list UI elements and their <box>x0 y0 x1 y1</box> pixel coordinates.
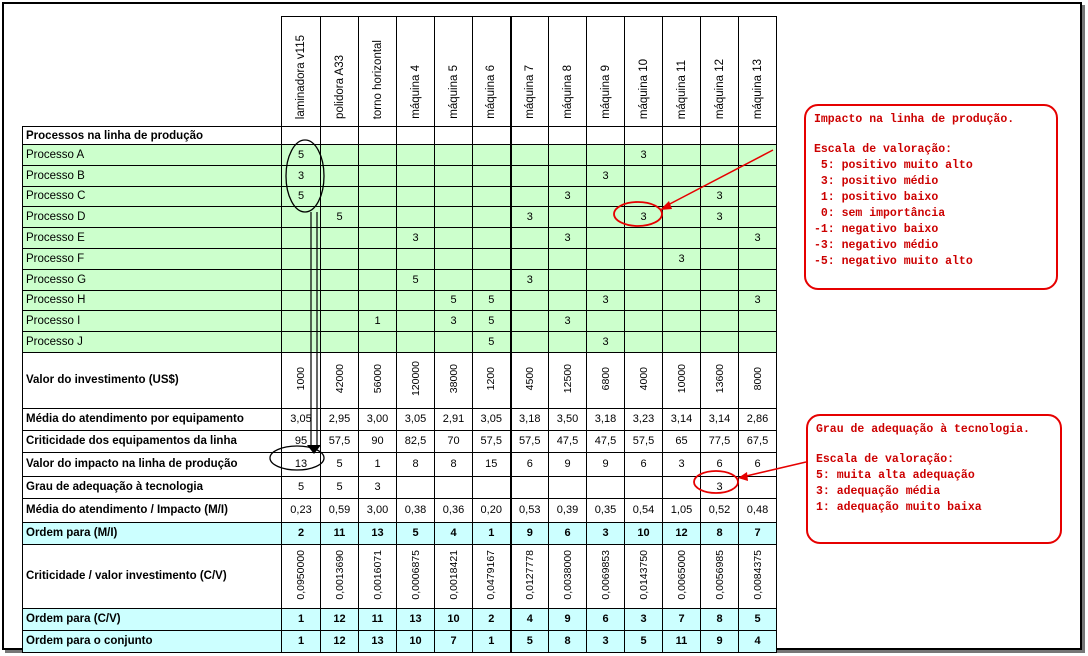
investment-row-value-text: 8000 <box>751 367 764 391</box>
impacto-row-value: 8 <box>397 452 435 476</box>
process-value: 3 <box>549 311 587 332</box>
ordem-mi-row-value: 10 <box>625 522 663 544</box>
investment-row-value-text: 56000 <box>371 364 384 394</box>
investment-row-value-text: 4500 <box>523 367 536 391</box>
process-label: Processo C <box>23 186 282 207</box>
process-label: Processo G <box>23 269 282 290</box>
ordem-cv-row-value: 8 <box>701 608 739 630</box>
ordem-cv-row-value: 12 <box>321 608 359 630</box>
ordem-conjunto-row-value: 7 <box>435 630 473 652</box>
process-label: Processo H <box>23 290 282 311</box>
criticidade-row-value: 57,5 <box>511 430 549 452</box>
impacto-row-value: 6 <box>625 452 663 476</box>
crit-invest-row-value-text: 0,0056985 <box>713 550 726 600</box>
ordem-conjunto-row-label: Ordem para o conjunto <box>23 630 282 652</box>
ordem-cv-row-value: 3 <box>625 608 663 630</box>
investment-row-value-text: 42000 <box>333 364 346 394</box>
criticidade-row-value: 67,5 <box>739 430 777 452</box>
impacto-row-value: 1 <box>359 452 397 476</box>
note-scale-item: 0: sem importância <box>814 207 946 220</box>
process-label: Processo D <box>23 207 282 228</box>
criticidade-row-value: 57,5 <box>321 430 359 452</box>
process-value: 3 <box>282 165 321 186</box>
tech-pointer-line <box>742 462 806 477</box>
ordem-mi-row-label: Ordem para (M/I) <box>23 522 282 544</box>
media-impacto-row-value: 0,35 <box>587 498 625 522</box>
machine-name-text: máquina 5 <box>447 65 460 119</box>
process-value: 3 <box>435 311 473 332</box>
machine-name-text: máquina 4 <box>409 65 422 119</box>
media-impacto-row-value: 0,39 <box>549 498 587 522</box>
note-scale-item: 3: adequação média <box>816 485 941 498</box>
adequacao-row-value: 5 <box>321 476 359 498</box>
ordem-conjunto-row-value: 9 <box>701 630 739 652</box>
ordem-conjunto-row-value: 3 <box>587 630 625 652</box>
process-label: Processo I <box>23 311 282 332</box>
impacto-row-value: 6 <box>511 452 549 476</box>
ordem-conjunto-row-value: 13 <box>359 630 397 652</box>
ordem-mi-row-value: 6 <box>549 522 587 544</box>
process-label: Processo A <box>23 145 282 166</box>
investment-row-value-text: 4000 <box>637 367 650 391</box>
process-label: Processo B <box>23 165 282 186</box>
media-impacto-row-value: 0,48 <box>739 498 777 522</box>
media-atendimento-row-value: 2,91 <box>435 408 473 430</box>
process-value: 5 <box>397 269 435 290</box>
ordem-cv-row-value: 6 <box>587 608 625 630</box>
process-value: 3 <box>701 207 739 228</box>
investment-row-value-text: 10000 <box>675 364 688 394</box>
machine-name-text: máquina 10 <box>637 58 650 119</box>
process-value: 3 <box>587 332 625 353</box>
machine-name-text: máquina 12 <box>713 58 726 119</box>
column-a-highlight <box>286 140 324 212</box>
process-value: 3 <box>511 269 549 290</box>
note-scale-item: 1: adequação muito baixa <box>816 501 982 514</box>
adequacao-row-value: 3 <box>359 476 397 498</box>
ordem-mi-row-value: 1 <box>473 522 511 544</box>
process-value: 3 <box>701 186 739 207</box>
impact-pointer-head <box>660 201 672 210</box>
investment-row-value-text: 6800 <box>599 367 612 391</box>
process-value: 3 <box>549 228 587 249</box>
impacto-row-value: 3 <box>663 452 701 476</box>
process-value: 3 <box>739 228 777 249</box>
media-impacto-row-value: 1,05 <box>663 498 701 522</box>
criticidade-row-value: 57,5 <box>473 430 511 452</box>
machine-name-text: máquina 8 <box>561 65 574 119</box>
machine-name-text: torno horizontal <box>371 39 384 119</box>
crit-invest-row-value-text: 0,0127778 <box>523 550 536 600</box>
ordem-conjunto-row-value: 5 <box>511 630 549 652</box>
media-atendimento-row-value: 2,95 <box>321 408 359 430</box>
media-impacto-row-value: 0,52 <box>701 498 739 522</box>
media-atendimento-row-value: 3,14 <box>701 408 739 430</box>
impacto-row-value: 6 <box>739 452 777 476</box>
crit-invest-row-value-text: 0,0016071 <box>371 550 384 600</box>
ordem-cv-row-value: 5 <box>739 608 777 630</box>
note-scale-item: -1: negativo baixo <box>814 223 939 236</box>
process-value: 3 <box>587 165 625 186</box>
crit-invest-row-value-text: 0,0065000 <box>675 550 688 600</box>
ordem-cv-row-value: 9 <box>549 608 587 630</box>
impacto-row-label: Valor do impacto na linha de produção <box>23 452 282 476</box>
process-value: 5 <box>473 311 511 332</box>
machine-name-text: laminadora v115 <box>295 34 307 119</box>
crit-invest-row-value-text: 0,0038000 <box>561 550 574 600</box>
adequacao-row-value: 5 <box>282 476 321 498</box>
ordem-conjunto-row-value: 11 <box>663 630 701 652</box>
criticidade-row-label: Criticidade dos equipamentos da linha <box>23 430 282 452</box>
note-scale-title: Escala de valoração: <box>814 143 953 156</box>
criticidade-row-value: 47,5 <box>587 430 625 452</box>
process-value: 3 <box>663 248 701 269</box>
ordem-conjunto-row-value: 1 <box>473 630 511 652</box>
media-impacto-row-label: Média do atendimento / Impacto (M/I) <box>23 498 282 522</box>
media-atendimento-row-value: 3,18 <box>587 408 625 430</box>
impacto-row-value: 15 <box>473 452 511 476</box>
process-value: 5 <box>282 145 321 166</box>
machine12-highlight <box>694 471 738 493</box>
media-impacto-row-value: 0,53 <box>511 498 549 522</box>
crit-invest-row-value-text: 0,0143750 <box>637 550 650 600</box>
impacto-row-value: 6 <box>701 452 739 476</box>
criticidade-row-value: 77,5 <box>701 430 739 452</box>
machine-name-text: máquina 13 <box>751 58 764 119</box>
ordem-mi-row-value: 4 <box>435 522 473 544</box>
ordem-cv-row-value: 13 <box>397 608 435 630</box>
process-value: 3 <box>511 207 549 228</box>
media-impacto-row-value: 0,20 <box>473 498 511 522</box>
criticidade-row-value: 82,5 <box>397 430 435 452</box>
ordem-mi-row-value: 9 <box>511 522 549 544</box>
media-atendimento-row-label: Média do atendimento por equipamento <box>23 408 282 430</box>
media-atendimento-row-value: 3,14 <box>663 408 701 430</box>
machine-name-text: polidora A33 <box>333 55 346 119</box>
process-value: 5 <box>321 207 359 228</box>
crit-invest-row-value-text: 0,0018421 <box>447 550 460 600</box>
media-atendimento-row-value: 3,00 <box>359 408 397 430</box>
media-atendimento-row-value: 3,18 <box>511 408 549 430</box>
media-impacto-row-value: 0,36 <box>435 498 473 522</box>
ordem-mi-row-value: 13 <box>359 522 397 544</box>
process-value: 3 <box>625 145 663 166</box>
process-value: 5 <box>473 332 511 353</box>
process-value: 1 <box>359 311 397 332</box>
impact-pointer-line <box>664 150 773 207</box>
ordem-conjunto-row-value: 12 <box>321 630 359 652</box>
process-value: 3 <box>587 290 625 311</box>
ordem-mi-row-value: 3 <box>587 522 625 544</box>
ordem-cv-row-value: 11 <box>359 608 397 630</box>
ordem-conjunto-row-value: 8 <box>549 630 587 652</box>
investment-row-value-text: 1200 <box>485 367 498 391</box>
process-label: Processo E <box>23 228 282 249</box>
process-value: 5 <box>435 290 473 311</box>
impacto-row-value: 13 <box>282 452 321 476</box>
note-scale-item: -5: negativo muito alto <box>814 255 973 268</box>
ordem-cv-row-value: 7 <box>663 608 701 630</box>
criticidade-row-value: 47,5 <box>549 430 587 452</box>
media-impacto-row-value: 0,23 <box>282 498 321 522</box>
crit-invest-row-value-text: 0,0069853 <box>599 550 612 600</box>
impacto-row-value: 8 <box>435 452 473 476</box>
ordem-mi-row-value: 11 <box>321 522 359 544</box>
process-value: 3 <box>739 290 777 311</box>
note-scale-title: Escala de valoração: <box>816 453 955 466</box>
process-value: 3 <box>625 207 663 228</box>
ordem-mi-row-value: 2 <box>282 522 321 544</box>
process-value: 5 <box>473 290 511 311</box>
crit-invest-row-value-text: 0,0006875 <box>409 550 422 600</box>
machine-name-text: máquina 9 <box>599 65 612 119</box>
note-scale-item: 5: positivo muito alto <box>814 159 973 172</box>
ordem-mi-row-value: 5 <box>397 522 435 544</box>
process-value: 3 <box>397 228 435 249</box>
note-title: Impacto na linha de produção. <box>814 113 1015 126</box>
ordem-cv-row-value: 1 <box>282 608 321 630</box>
investment-row-label: Valor do investimento (US$) <box>23 352 282 408</box>
media-impacto-row-value: 0,38 <box>397 498 435 522</box>
impact-arrow-head <box>307 445 321 454</box>
investment-row-value-text: 1000 <box>295 367 307 391</box>
note-scale-item: 5: muita alta adequação <box>816 469 975 482</box>
ordem-conjunto-row-value: 5 <box>625 630 663 652</box>
investment-row-value-text: 38000 <box>447 364 460 394</box>
crit-invest-row-value-text: 0,0950000 <box>295 550 307 600</box>
media-atendimento-row-value: 3,50 <box>549 408 587 430</box>
media-impacto-row-value: 0,59 <box>321 498 359 522</box>
impacto-row-value: 9 <box>587 452 625 476</box>
tech-pointer-head <box>738 472 748 481</box>
ordem-cv-row-value: 4 <box>511 608 549 630</box>
ordem-mi-row-value: 8 <box>701 522 739 544</box>
criticidade-row-value: 70 <box>435 430 473 452</box>
machine-name-text: máquina 7 <box>523 65 536 119</box>
investment-row-value-text: 120000 <box>409 361 422 397</box>
machine-name-text: máquina 6 <box>485 65 498 119</box>
machine-name-text: máquina 11 <box>675 59 688 119</box>
ordem-conjunto-row-value: 1 <box>282 630 321 652</box>
investment-row-value-text: 13600 <box>713 364 726 394</box>
investment-row-value-text: 12500 <box>561 364 574 394</box>
ordem-mi-row-value: 12 <box>663 522 701 544</box>
ordem-cv-row-label: Ordem para (C/V) <box>23 608 282 630</box>
machine10-highlight <box>614 202 662 226</box>
ordem-conjunto-row-value: 10 <box>397 630 435 652</box>
impacto-row-value: 5 <box>321 452 359 476</box>
note-title: Grau de adequação à tecnologia. <box>816 423 1030 436</box>
processes-title: Processos na linha de produção <box>23 127 282 145</box>
ordem-cv-row-value: 2 <box>473 608 511 630</box>
process-value: 5 <box>282 186 321 207</box>
impacto-row-value: 9 <box>549 452 587 476</box>
ordem-conjunto-row-value: 4 <box>739 630 777 652</box>
ordem-cv-row-value: 10 <box>435 608 473 630</box>
media-atendimento-row-value: 3,23 <box>625 408 663 430</box>
process-label: Processo F <box>23 248 282 269</box>
note-scale-item: 1: positivo baixo <box>814 191 939 204</box>
media-impacto-row-value: 0,54 <box>625 498 663 522</box>
adequacao-row-label: Grau de adequação à tecnologia <box>23 476 282 498</box>
media-atendimento-row-value: 2,86 <box>739 408 777 430</box>
crit-invest-row-value-text: 0,0084375 <box>751 550 764 600</box>
criticidade-row-value: 95 <box>282 430 321 452</box>
note-scale-item: 3: positivo médio <box>814 175 939 188</box>
media-atendimento-row-value: 3,05 <box>473 408 511 430</box>
media-atendimento-row-value: 3,05 <box>282 408 321 430</box>
criticidade-row-value: 90 <box>359 430 397 452</box>
criticidade-row-value: 65 <box>663 430 701 452</box>
crit-invest-row-label: Criticidade / valor investimento (C/V) <box>23 544 282 608</box>
media-impacto-row-value: 3,00 <box>359 498 397 522</box>
adequacao-row-value: 3 <box>701 476 739 498</box>
ordem-mi-row-value: 7 <box>739 522 777 544</box>
note-scale-item: -3: negativo médio <box>814 239 939 252</box>
criticidade-row-value: 57,5 <box>625 430 663 452</box>
crit-invest-row-value-text: 0,0013690 <box>333 550 346 600</box>
process-value: 3 <box>549 186 587 207</box>
media-atendimento-row-value: 3,05 <box>397 408 435 430</box>
process-label: Processo J <box>23 332 282 353</box>
crit-invest-row-value-text: 0,0479167 <box>485 550 498 600</box>
